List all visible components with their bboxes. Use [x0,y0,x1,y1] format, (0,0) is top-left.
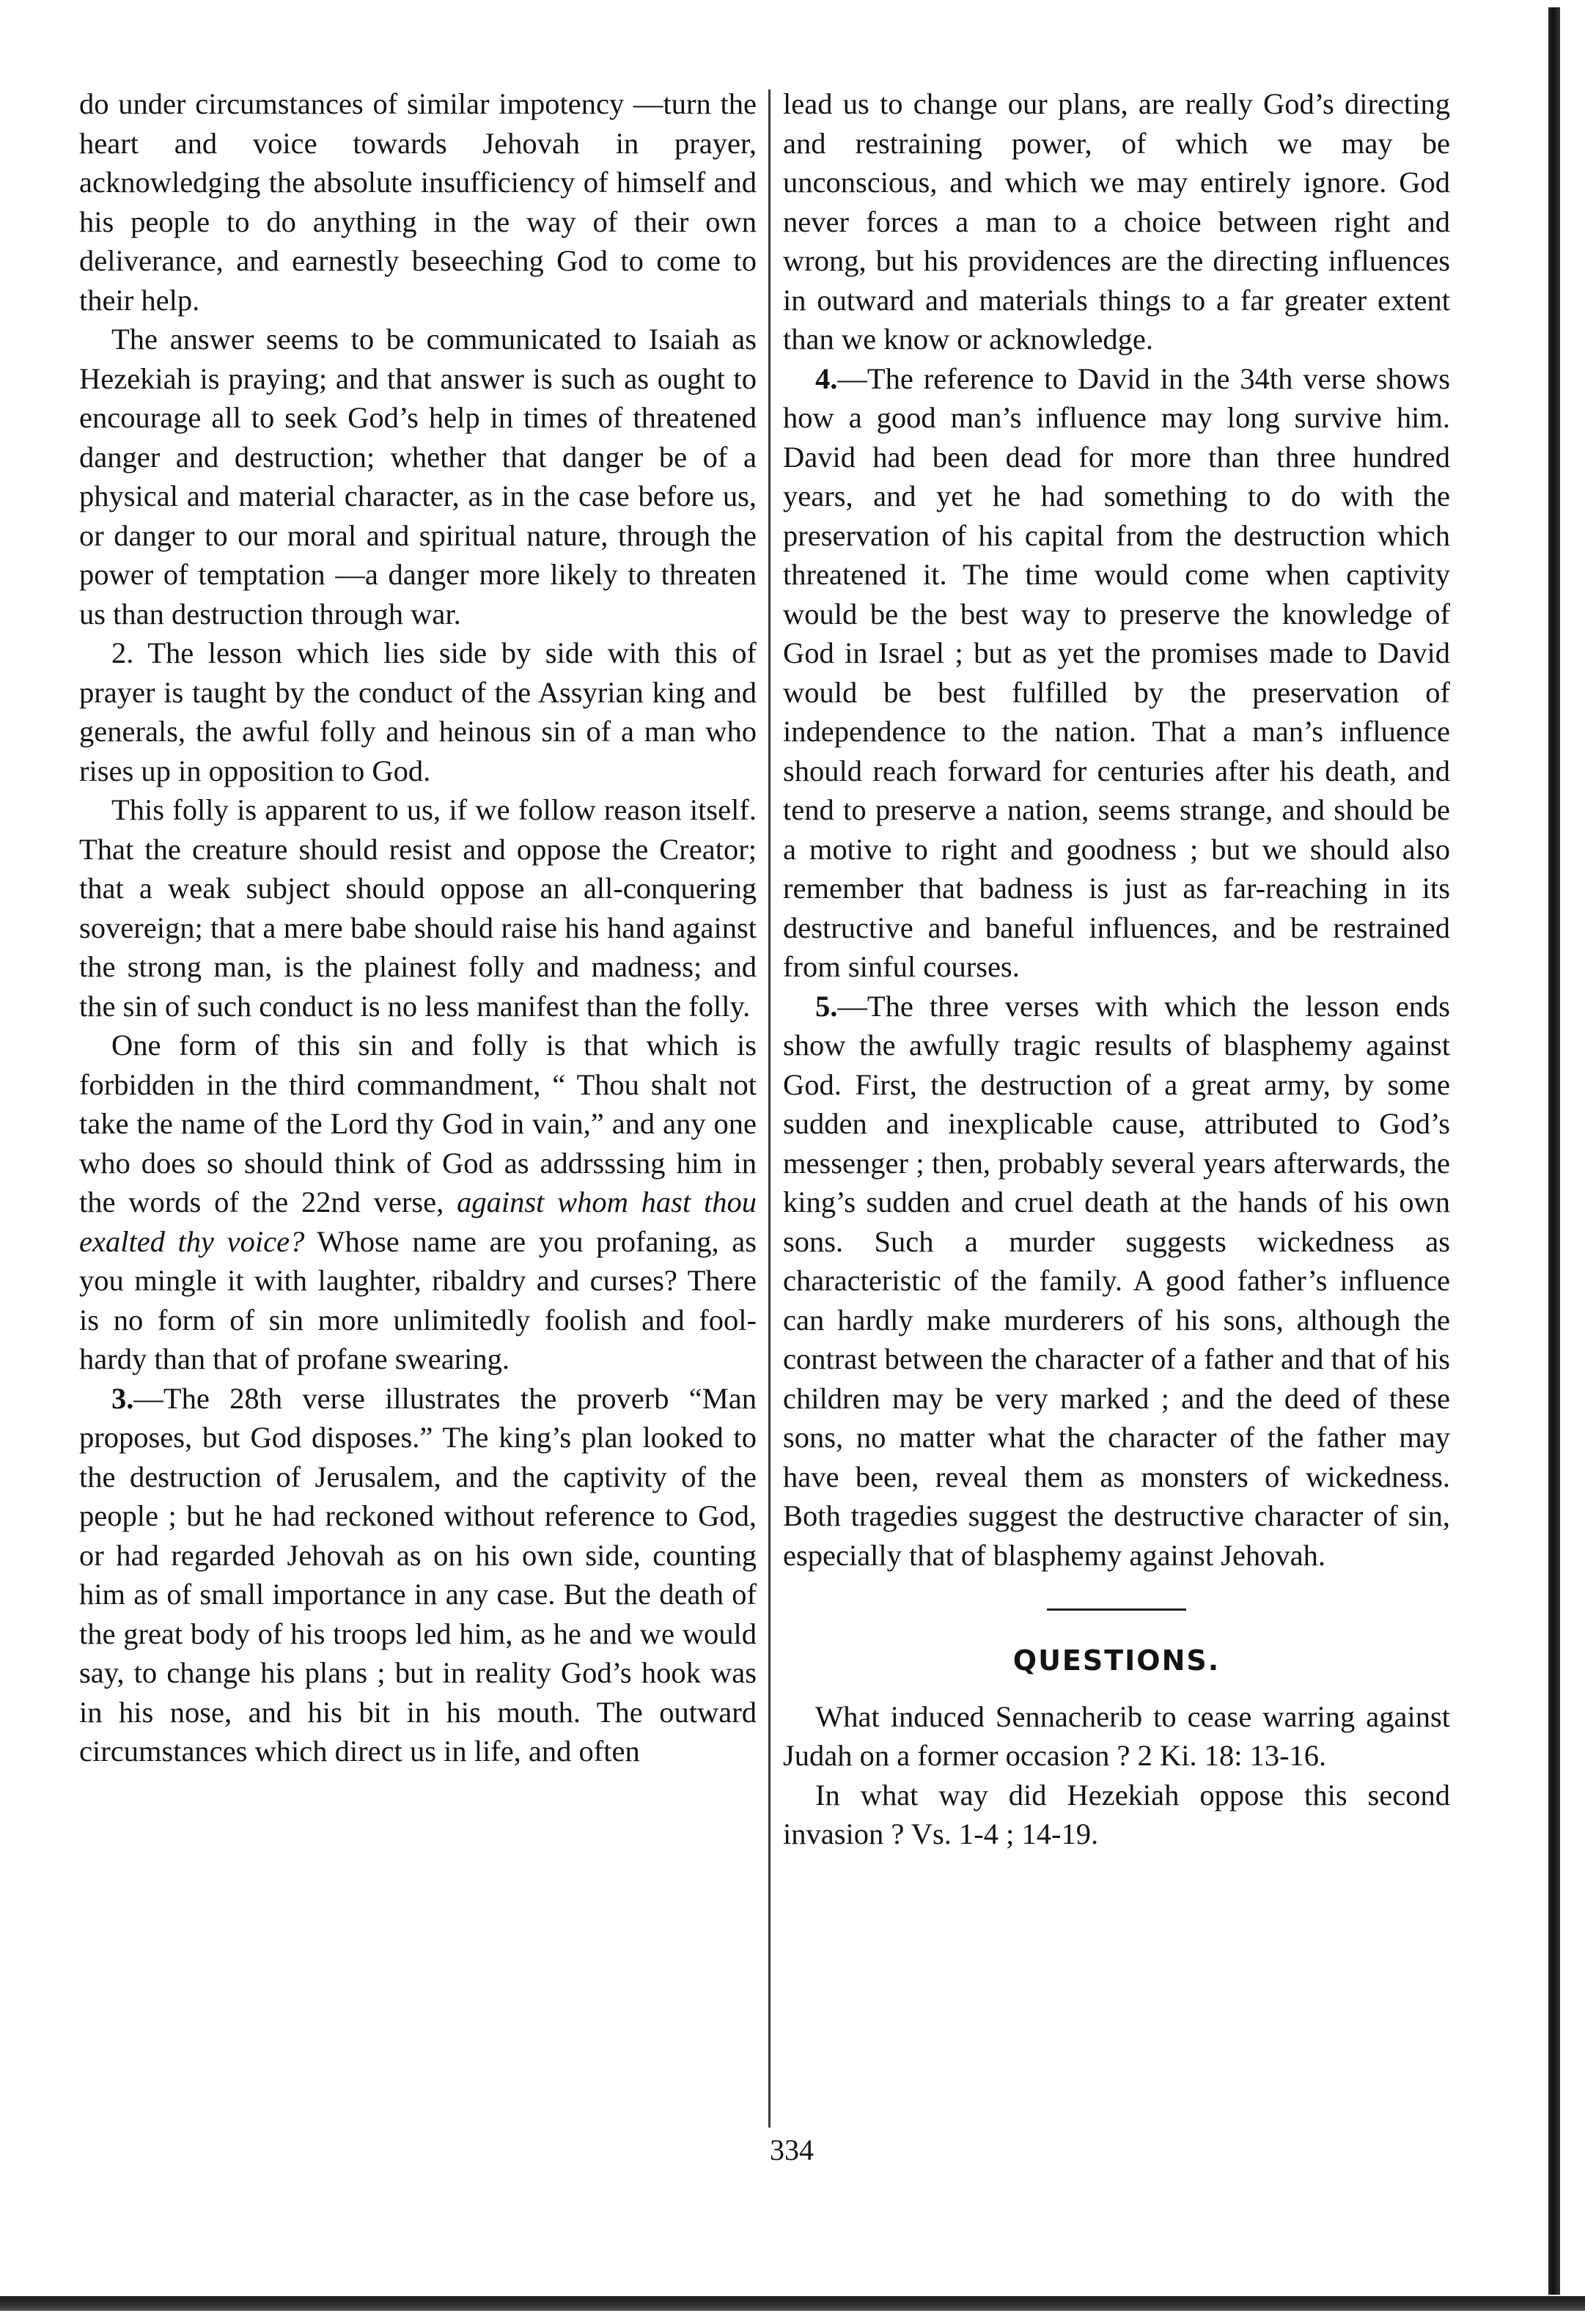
paragraph-text: —The 28th verse illustrates the proverb “Man proposes, but God disposes.” The king’s plan looked to the destruction of Jerusalem, and the captivity of the people ; but he had reckoned without reference to God, or had regarded Jehovah as on his own side, counting him as of small importance in any case. But the death of the great body of his troops led him, as he and we would say, to change his plans ; but in reality God’s hook was in his nose, and his bit in his mouth. The outward circumstances which direct us in life, and often [79,1381,757,1768]
paragraph: 2. The lesson which lies side by side with this of prayer is taught by the conduct of the Assyrian king and generals, the awful folly and heinous sin of a man who rises up in opposition to God. [79,636,757,787]
paragraph: do under circumstances of similar impotency —turn the heart and voice towards Jehovah in prayer, acknowledging the absolute insufficiency of himself and his people to do anything in the way of their own deliverance, and earnestly beseeching God to come to their help. [79,87,757,317]
italic-quote: against whom hast thou exalted thy voice? [79,1185,757,1258]
paragraph-text: —The three verses with which the lesson ends show the awfully tragic results of blasphemy against God. First, the destruction of a great army, by some sudden and inexplicable cause, attributed to God’s messenger ; then, probably several years afterwards, the king’s sudden and cruel death at the hands of his own sons. Such a murder suggests wickedness as characteristic of the family. A good father’s influence can hardly make murderers of his sons, although the contrast between the character of a father and that of his children may be very marked ; and the deed of these sons, no matter what the character of the father may have been, reveal them as monsters of wickedness. Both tragedies suggest the destructive character of sin, especially that of blasphemy against Jehovah. [783,989,1450,1572]
question-item: In what way did Hezekiah oppose this second invasion ? Vs. 1-4 ; 14-19. [783,1778,1450,1850]
paragraph: lead us to change our plans, are really God’s directing and restraining power, of which we may be unconscious, and which we may entirely ignore. God never forces a man to a choice between right and wrong, but his providences are the directing influences in outward and materials things to a far greater extent than we know or acknowledge. [783,87,1450,356]
page-number: 334 [770,2133,814,2166]
questions-heading: QUESTIONS. [1012,1644,1221,1677]
paragraph-text: One form of this sin and folly is that which is forbidden in the third commandment, “ Thou shalt not take the name of the Lord thy God in vain,” and any one who does so should think of God as addrsssing him in the words of the 22nd verse, [79,1029,757,1218]
paragraph: This folly is apparent to us, if we follow reason itself. That the creature should resist and oppose the Creator; that a weak subject should oppose an all-conquering sovereign; that a mere babe should raise his hand against the strong man, is the plainest folly and madness; and the sin of such conduct is no less manifest than the folly. [79,793,757,1023]
page-edge-shadow [1548,7,1560,2295]
column-divider [768,89,771,2128]
paragraph-text: Whose name are you profaning, as you mingle it with laughter, ribaldry and curses? There is no form of sin more unlimitedly foolish and fool-hardy than that of profane swearing. [79,1224,757,1375]
numbered-paragraph [79,1379,757,1771]
section-rule [1047,1608,1186,1611]
paragraph [79,1026,757,1379]
numbered-paragraph [783,987,1450,1575]
paragraph-number: 4. [815,361,838,395]
paragraph-number: 3. [111,1381,134,1415]
right-column [783,84,1450,1854]
paragraph-text: —The reference to David in the 34th verse shows how a good man’s influence may long survive him. David had been dead for more than three hundred years, and yet he had something to do with the preservation of his capital from the destruction which threatened it. The time would come when captivity would be the best way to preserve the knowledge of God in Israel ; but as yet the promises made to David would be best fulfilled by the preservation of independence to the nation. That a man’s influence should reach forward for centuries after his death, and tend to preserve a nation, seems strange, and should be a motive to right and goodness ; but we should also remember that badness is just as far-reaching in its destructive and baneful influences, and be restrained from sinful courses. [783,361,1450,983]
paragraph-number: 5. [815,989,838,1023]
question-item: What induced Sennacherib to cease warring against Judah on a former occasion ? 2 Ki. 18: 13-16. [783,1699,1450,1772]
numbered-paragraph [783,359,1450,987]
left-column [79,84,757,1771]
paragraph: The answer seems to be communicated to Isaiah as Hezekiah is praying; and that answer is such as ought to encourage all to seek God’s help in times of threatened danger and destruction; whether that danger be of a physical and material character, as in the case before us, or danger to our moral and spiritual nature, through the power of temptation —a danger more likely to threaten us than destruction through war. [79,323,757,630]
page-bottom-shadow [0,2296,1585,2311]
